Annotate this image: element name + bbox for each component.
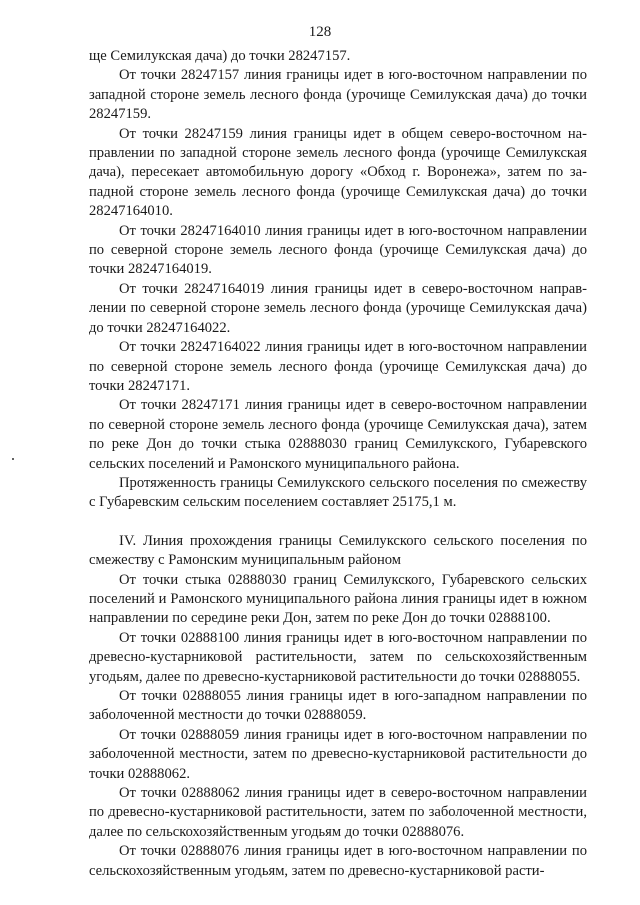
paragraph: От точки 28247164019 линия границы идет в северо-восточном направлении по северной стороне земель лесного фонда (урочище Семилукская дача) до точки 28247164022.	[89, 280, 587, 336]
paragraph: От точки 02888055 линия границы идет в юго-западном направлении по заболоченной местности до точки 02888059.	[89, 688, 587, 724]
paragraph-continuation: ще Семилукская дача) до точки 28247157.	[89, 48, 351, 64]
paragraph: От точки 02888059 линия границы идет в юго-восточном направлении по заболоченной местности, затем по древесно-кустарниковой растительности до точки 02888062.	[89, 726, 587, 782]
paragraph: От точки 28247171 линия границы идет в северо-восточном направлении по северной стороне земель лесного фонда (урочище Семилукская дача), затем по реке Дон до точки стыка 02888030 границ Семилукского, Губаревского сельских поселений и Рамонского муниципального района.	[89, 397, 587, 472]
paragraph-length-summary: Протяженность границы Семилукского сельского поселения по смежеству с Губаревским сельским поселением составляет 25175,1 м.	[89, 474, 587, 511]
paragraph: От точки 02888062 линия границы идет в северо-восточном направлении по древесно-кустарниковой растительности, затем по заболоченной местности, далее по сельскохозяйственным угодьям до точки 02888076.	[89, 785, 587, 840]
paragraph: От точки 28247159 линия границы идет в общем северо-восточном направлении по западной стороне земель лесного фонда (урочище Семилукская дача), пересекает автомобильную дорогу «Обход г. Воронежа», затем по западной стороне земель лесного фонда (урочище Семилукская дача) до точки 28247164010.	[89, 125, 587, 220]
document-body	[89, 47, 587, 881]
paragraph: От точки 28247164022 линия границы идет в юго-восточном направлении по северной стороне земель лесного фонда (урочище Семилукская дача) до точки 28247171.	[89, 339, 587, 394]
paragraph: От точки 28247164010 линия границы идет в юго-восточном направлении по северной стороне земель лесного фонда (урочище Семилукская дача) до точки 28247164019.	[89, 222, 587, 278]
page-number: 128	[308, 24, 332, 40]
section-heading: IV. Линия прохождения границы Семилукского сельского поселения по смежеству с Рамонским муниципальным районом	[89, 532, 587, 569]
paragraph: От точки 02888100 линия границы идет в юго-восточном направлении по древесно-кустарниковой растительности, затем по сельскохозяйственным угодьям, далее по древесно-кустарниковой растительности до точки 02888055.	[89, 629, 587, 685]
paragraph: От точки 28247157 линия границы идет в юго-восточном направлении по западной стороне земель лесного фонда (урочище Семилукская дача) до точки 28247159.	[89, 67, 587, 123]
scan-speck	[12, 458, 14, 460]
paragraph-continued: От точки 02888076 линия границы идет в юго-восточном направлении по сельскохозяйственным угодьям, затем по древесно-кустарниковой расти-	[89, 843, 587, 879]
paragraph: От точки стыка 02888030 границ Семилукского, Губаревского сельских поселений и Рамонского муниципального района линия границы идет в южном направлении по середине реки Дон, затем по реке Дон до точки 02888100.	[89, 571, 587, 627]
